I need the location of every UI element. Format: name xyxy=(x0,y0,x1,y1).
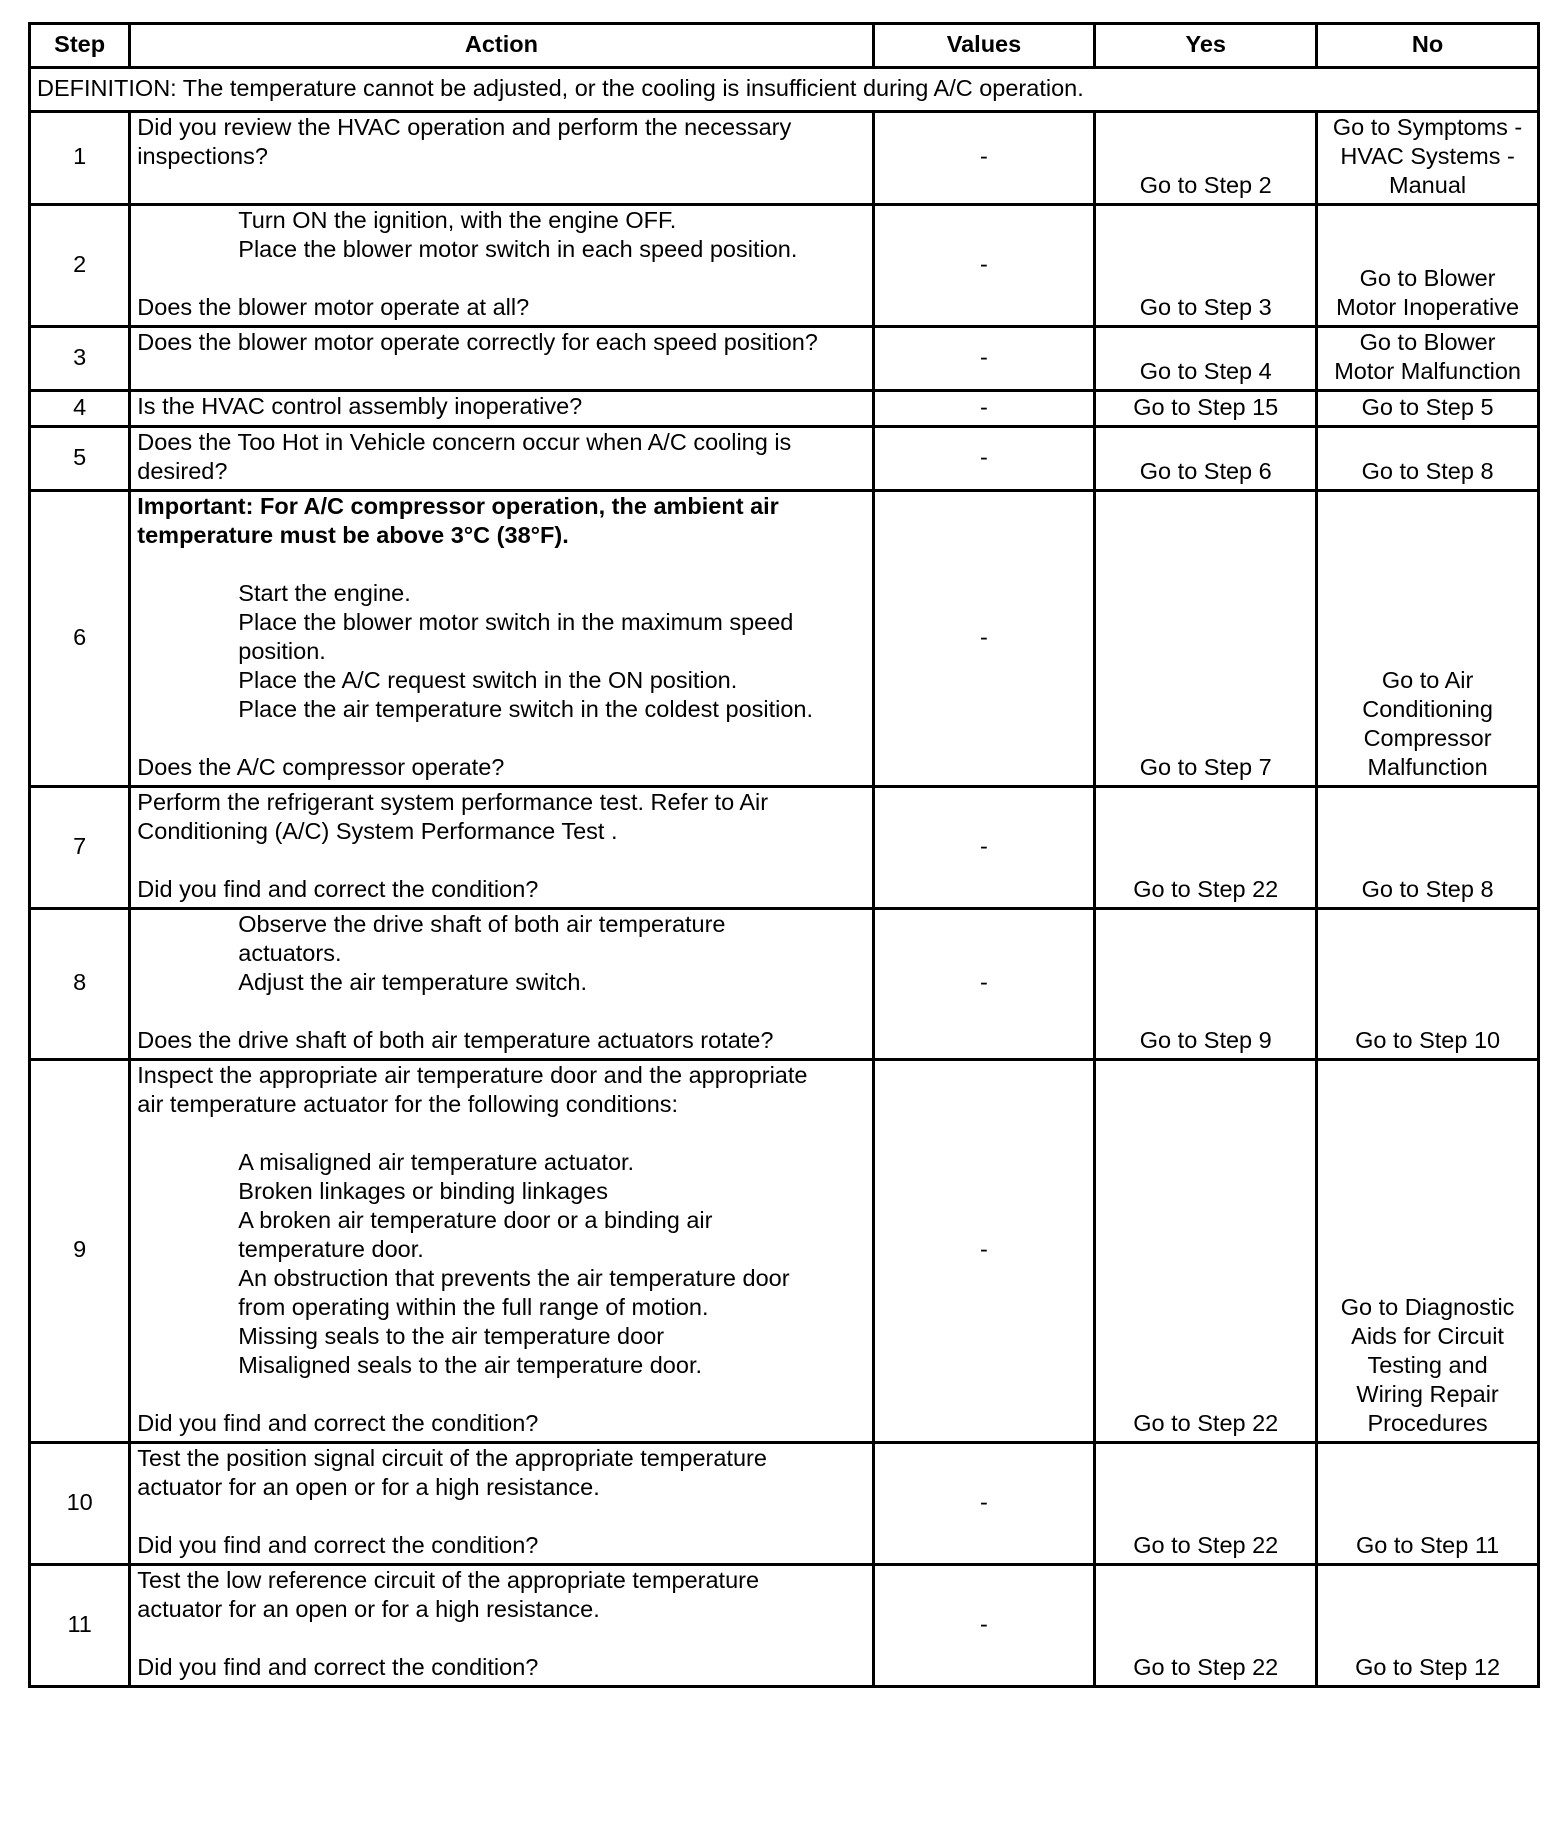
values-cell: - xyxy=(873,112,1095,205)
spacer xyxy=(137,550,865,579)
step-number: 1 xyxy=(30,112,130,205)
no-text: Malfunction xyxy=(1367,754,1488,780)
values-cell: - xyxy=(873,327,1095,391)
step-number: 2 xyxy=(30,205,130,327)
spacer xyxy=(137,997,865,1026)
no-text: Go to Diagnostic xyxy=(1340,1294,1515,1320)
action-cell xyxy=(130,205,873,327)
action-text: actuator for an open or for a high resistance. xyxy=(137,1596,600,1622)
action-substep: Missing seals to the air temperature door xyxy=(238,1323,665,1349)
values-cell: - xyxy=(873,427,1095,491)
spacer xyxy=(137,1624,865,1653)
diagnostic-table xyxy=(28,22,1540,1688)
action-substep: Observe the drive shaft of both air temperature xyxy=(238,911,726,937)
no-text: Aids for Circuit xyxy=(1351,1323,1504,1349)
action-cell xyxy=(130,112,873,205)
action-substep: from operating within the full range of motion. xyxy=(238,1294,709,1320)
no-cell xyxy=(1317,112,1539,205)
step-number: 8 xyxy=(30,909,130,1060)
no-text: Manual xyxy=(1389,172,1467,198)
no-text: Go to Blower xyxy=(1359,329,1496,355)
yes-cell: Go to Step 22 xyxy=(1095,787,1317,909)
important-note: temperature must be above 3°C (38°F). xyxy=(137,522,569,548)
action-substep: Turn ON the ignition, with the engine OFF. xyxy=(238,207,677,233)
no-text: Conditioning xyxy=(1362,696,1493,722)
action-substep: A broken air temperature door or a binding air xyxy=(238,1207,713,1233)
yes-cell: Go to Step 2 xyxy=(1095,112,1317,205)
action-text: Conditioning (A/C) System Performance Test . xyxy=(137,818,618,844)
spacer xyxy=(137,724,865,753)
no-text: Go to Blower xyxy=(1359,265,1496,291)
yes-cell: Go to Step 7 xyxy=(1095,491,1317,787)
action-substep: Misaligned seals to the air temperature door. xyxy=(238,1352,703,1378)
values-cell: - xyxy=(873,1443,1095,1565)
action-text: Inspect the appropriate air temperature door and the appropriate xyxy=(137,1062,808,1088)
table-row xyxy=(30,205,1539,327)
action-substep: actuators. xyxy=(238,940,342,966)
action-substep: A misaligned air temperature actuator. xyxy=(238,1149,635,1175)
step-number: 3 xyxy=(30,327,130,391)
no-cell: Go to Step 12 xyxy=(1317,1565,1539,1687)
action-question: Does the A/C compressor operate? xyxy=(137,754,505,780)
no-cell: Go to Step 8 xyxy=(1317,787,1539,909)
header-no: No xyxy=(1317,24,1539,68)
no-cell xyxy=(1317,205,1539,327)
no-text: Testing and xyxy=(1367,1352,1488,1378)
action-text: Perform the refrigerant system performance test. Refer to Air xyxy=(137,789,769,815)
action-substep: Place the air temperature switch in the coldest position. xyxy=(238,696,814,722)
spacer xyxy=(137,1502,865,1531)
important-note: Important: For A/C compressor operation, the ambient air xyxy=(137,493,779,519)
action-substep: Broken linkages or binding linkages xyxy=(238,1178,608,1204)
table-row xyxy=(30,427,1539,491)
action-substep: Place the A/C request switch in the ON position. xyxy=(238,667,738,693)
action-substep: Adjust the air temperature switch. xyxy=(238,969,588,995)
spacer xyxy=(137,846,865,875)
action-question: Did you find and correct the condition? xyxy=(137,1654,539,1680)
action-question: Does the drive shaft of both air temperature actuators rotate? xyxy=(137,1027,774,1053)
action-text: Does the blower motor operate correctly for each speed position? xyxy=(130,327,873,391)
no-cell xyxy=(1317,327,1539,391)
table-row xyxy=(30,112,1539,205)
action-substep: Place the blower motor switch in each speed position. xyxy=(238,236,798,262)
action-question: Does the blower motor operate at all? xyxy=(137,294,530,320)
yes-cell: Go to Step 22 xyxy=(1095,1443,1317,1565)
yes-cell: Go to Step 6 xyxy=(1095,427,1317,491)
header-yes: Yes xyxy=(1095,24,1317,68)
table-row xyxy=(30,491,1539,787)
action-cell xyxy=(130,787,873,909)
values-cell: - xyxy=(873,205,1095,327)
action-text: Does the Too Hot in Vehicle concern occur when A/C cooling is xyxy=(137,429,792,455)
no-cell: Go to Step 11 xyxy=(1317,1443,1539,1565)
definition-text: DEFINITION: The temperature cannot be adjusted, or the cooling is insufficient during A/C operation. xyxy=(30,68,1539,112)
action-text: inspections? xyxy=(137,143,268,169)
header-step: Step xyxy=(30,24,130,68)
spacer xyxy=(137,1380,865,1409)
no-text: Procedures xyxy=(1367,1410,1488,1436)
action-question: Did you find and correct the condition? xyxy=(137,1532,539,1558)
table-row xyxy=(30,327,1539,391)
no-cell: Go to Step 8 xyxy=(1317,427,1539,491)
values-cell: - xyxy=(873,909,1095,1060)
table-row xyxy=(30,787,1539,909)
step-number: 4 xyxy=(30,391,130,427)
yes-cell: Go to Step 22 xyxy=(1095,1060,1317,1443)
values-cell: - xyxy=(873,1060,1095,1443)
table-row xyxy=(30,1443,1539,1565)
action-cell xyxy=(130,491,873,787)
table-row xyxy=(30,1060,1539,1443)
action-question: Did you find and correct the condition? xyxy=(137,1410,539,1436)
yes-cell: Go to Step 3 xyxy=(1095,205,1317,327)
values-cell: - xyxy=(873,391,1095,427)
definition-row xyxy=(30,68,1539,112)
action-cell xyxy=(130,1565,873,1687)
no-cell xyxy=(1317,1060,1539,1443)
action-substep: Start the engine. xyxy=(238,580,411,606)
step-number: 10 xyxy=(30,1443,130,1565)
yes-cell: Go to Step 15 xyxy=(1095,391,1317,427)
step-number: 6 xyxy=(30,491,130,787)
action-substep: Place the blower motor switch in the maximum speed xyxy=(238,609,794,635)
values-cell: - xyxy=(873,491,1095,787)
spacer xyxy=(137,1119,865,1148)
yes-cell: Go to Step 4 xyxy=(1095,327,1317,391)
no-text: Go to Symptoms - xyxy=(1332,114,1523,140)
no-text: Motor Malfunction xyxy=(1334,358,1521,384)
values-cell: - xyxy=(873,1565,1095,1687)
no-cell: Go to Step 10 xyxy=(1317,909,1539,1060)
no-text: Go to Air xyxy=(1381,667,1474,693)
table-row xyxy=(30,1565,1539,1687)
action-text: desired? xyxy=(137,458,228,484)
no-cell: Go to Step 5 xyxy=(1317,391,1539,427)
action-cell xyxy=(130,1060,873,1443)
action-text: Test the low reference circuit of the appropriate temperature xyxy=(137,1567,760,1593)
action-cell xyxy=(130,1443,873,1565)
no-text: Compressor xyxy=(1363,725,1492,751)
spacer xyxy=(137,264,865,293)
no-text: Motor Inoperative xyxy=(1336,294,1520,320)
action-question: Did you find and correct the condition? xyxy=(137,876,539,902)
action-cell xyxy=(130,427,873,491)
table-row xyxy=(30,909,1539,1060)
action-substep: temperature door. xyxy=(238,1236,424,1262)
yes-cell: Go to Step 22 xyxy=(1095,1565,1317,1687)
action-text: Is the HVAC control assembly inoperative? xyxy=(130,391,873,427)
action-text: actuator for an open or for a high resistance. xyxy=(137,1474,600,1500)
action-text: Test the position signal circuit of the appropriate temperature xyxy=(137,1445,767,1471)
action-substep: position. xyxy=(238,638,326,664)
step-number: 5 xyxy=(30,427,130,491)
header-row xyxy=(30,24,1539,68)
step-number: 7 xyxy=(30,787,130,909)
header-action: Action xyxy=(130,24,873,68)
table-row xyxy=(30,391,1539,427)
no-text: Wiring Repair xyxy=(1356,1381,1499,1407)
step-number: 11 xyxy=(30,1565,130,1687)
action-text: Did you review the HVAC operation and perform the necessary xyxy=(137,114,792,140)
step-number: 9 xyxy=(30,1060,130,1443)
action-cell xyxy=(130,909,873,1060)
action-substep: An obstruction that prevents the air temperature door xyxy=(238,1265,790,1291)
header-values: Values xyxy=(873,24,1095,68)
yes-cell: Go to Step 9 xyxy=(1095,909,1317,1060)
no-cell xyxy=(1317,491,1539,787)
values-cell: - xyxy=(873,787,1095,909)
no-text: HVAC Systems - xyxy=(1340,143,1515,169)
action-text: air temperature actuator for the following conditions: xyxy=(137,1091,679,1117)
